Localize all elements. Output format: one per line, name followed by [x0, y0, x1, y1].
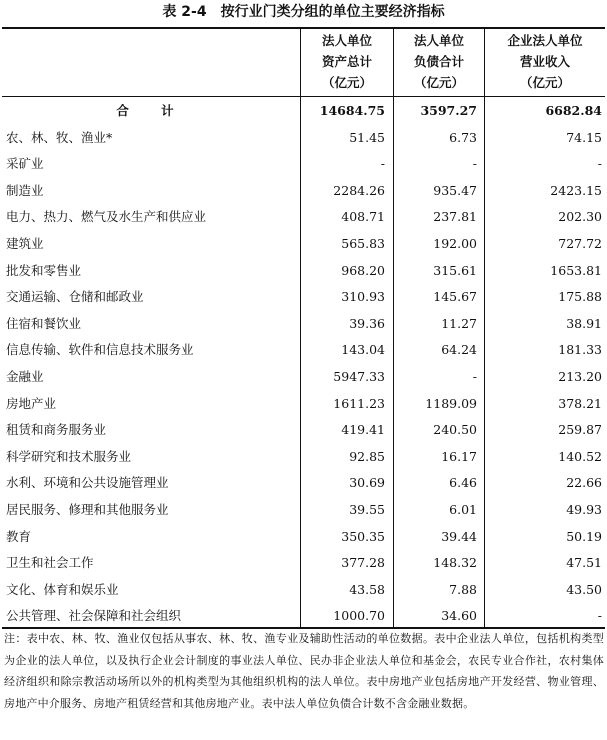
cell-assets: 2284.26 [333, 182, 385, 198]
table-row [2, 577, 605, 604]
cell-revenue: 2423.15 [550, 182, 602, 198]
cell-revenue: 47.51 [566, 555, 602, 571]
cell-assets: 43.58 [349, 581, 385, 597]
table-row [2, 151, 605, 178]
cell-liabilities: 64.24 [441, 342, 477, 358]
table-row [2, 231, 605, 258]
table-row [2, 178, 605, 205]
table-row [2, 337, 605, 364]
cell-assets: 968.20 [341, 262, 385, 278]
cell-revenue: 213.20 [558, 369, 602, 384]
cell-revenue: 378.21 [558, 395, 602, 411]
row-name: 水利、环境和公共设施管理业 [6, 475, 169, 491]
row-name: 教育 [6, 528, 32, 544]
cell-assets: 565.83 [341, 236, 385, 251]
cell-revenue: 50.19 [566, 528, 602, 544]
cell-revenue: - [597, 156, 602, 172]
table-row [2, 417, 605, 444]
row-name: 租赁和商务服务业 [6, 422, 107, 438]
table-row [2, 284, 605, 311]
cell-liabilities: 34.60 [441, 608, 477, 624]
cell-liabilities: 935.47 [433, 182, 477, 198]
row-name: 公共管理、社会保障和社会组织 [6, 608, 182, 624]
cell-liabilities: 1189.09 [425, 395, 477, 411]
cell-assets: 14684.75 [319, 103, 385, 118]
table-row [2, 497, 605, 524]
cell-assets: 51.45 [349, 129, 385, 145]
cell-revenue: 181.33 [558, 342, 602, 358]
cell-assets: 310.93 [341, 289, 385, 305]
table-footnote: 注：表中农、林、牧、渔业仅包括从事农、林、牧、渔专业及辅助性活动的单位数据。表中企业法人单位，包括机构类型为企业的法人单位，以及执行企业会计制度的事业法人单位、民办非企业法人单位和基金会，农民专业合作社，农村集体经济组织和除宗教活动场所以外的机构类型为其他组织机构的法人单位。表中房地产业包括房地产开发经营、物业管理、房地产中介服务、房地产租赁经营和其他房地产业。表中法人单位负债合计数不含金融业数据。 [4, 632, 604, 710]
cell-revenue: 175.88 [558, 289, 602, 305]
row-name: 文化、体育和娱乐业 [6, 581, 119, 597]
cell-liabilities: 11.27 [441, 315, 477, 331]
cell-revenue: - [597, 608, 602, 624]
row-name: 住宿和餐饮业 [6, 315, 82, 331]
cell-revenue: 727.72 [558, 236, 602, 251]
row-name: 居民服务、修理和其他服务业 [6, 502, 169, 517]
cell-liabilities: 3597.27 [420, 103, 477, 118]
cell-assets: 39.36 [349, 315, 385, 331]
cell-liabilities: - [472, 369, 477, 384]
cell-liabilities: 7.88 [449, 581, 477, 597]
cell-liabilities: 148.32 [433, 555, 477, 571]
cell-liabilities: 16.17 [441, 448, 477, 464]
cell-liabilities: 315.61 [433, 262, 477, 278]
cell-liabilities: 192.00 [433, 236, 477, 251]
row-name: 卫生和社会工作 [6, 555, 94, 571]
row-name: 电力、热力、燃气及水生产和供应业 [6, 209, 207, 225]
cell-revenue: 6682.84 [545, 103, 602, 118]
cell-liabilities: 6.01 [449, 502, 477, 517]
cell-liabilities: 39.44 [441, 528, 477, 544]
cell-revenue: 38.91 [566, 315, 602, 331]
table-row [2, 258, 605, 285]
row-name: 房地产业 [6, 395, 57, 411]
table-row [2, 524, 605, 551]
cell-assets: 92.85 [349, 448, 385, 464]
cell-revenue: 1653.81 [550, 262, 602, 278]
cell-assets: 30.69 [349, 475, 385, 491]
cell-assets: 377.28 [341, 555, 385, 571]
cell-revenue: 140.52 [558, 448, 602, 464]
cell-assets: 1611.23 [333, 395, 385, 411]
table-row [2, 125, 605, 152]
cell-revenue: 49.93 [566, 502, 602, 517]
cell-assets: 419.41 [341, 422, 385, 438]
cell-revenue: 43.50 [566, 581, 602, 597]
cell-liabilities: 6.46 [449, 475, 477, 491]
table-row [2, 204, 605, 231]
row-name: 合 计 [116, 103, 188, 118]
cell-assets: 408.71 [341, 209, 385, 225]
table-row [2, 311, 605, 338]
cell-assets: 5947.33 [333, 369, 385, 384]
cell-revenue: 202.30 [558, 209, 602, 225]
table-row [2, 391, 605, 418]
cell-revenue: 259.87 [558, 422, 602, 438]
table-row [2, 603, 605, 630]
cell-assets: 350.35 [341, 528, 385, 544]
cell-assets: 39.55 [349, 502, 385, 517]
table-row-total [2, 98, 605, 125]
row-name: 金融业 [6, 369, 44, 384]
table-row [2, 444, 605, 471]
row-name: 制造业 [6, 182, 44, 198]
column-header-assets: 法人单位 资产总计 （亿元） [321, 33, 372, 90]
cell-liabilities: 145.67 [433, 289, 477, 305]
cell-revenue: 22.66 [566, 475, 602, 491]
cell-assets: - [380, 156, 385, 172]
row-name: 信息传输、软件和信息技术服务业 [6, 342, 194, 358]
row-name: 采矿业 [6, 156, 44, 172]
row-name: 建筑业 [6, 236, 44, 251]
table-row [2, 550, 605, 577]
table-row [2, 470, 605, 497]
table-row [2, 364, 605, 391]
row-name: 科学研究和技术服务业 [6, 448, 132, 464]
table-title-text: 按行业门类分组的单位主要经济指标 [220, 4, 445, 20]
cell-revenue: 74.15 [566, 129, 602, 145]
cell-liabilities: 6.73 [449, 129, 477, 145]
cell-assets: 143.04 [341, 342, 385, 358]
table-top-rule [2, 27, 605, 29]
cell-assets: 1000.70 [333, 608, 385, 624]
cell-liabilities: - [472, 156, 477, 172]
table-title [0, 2, 607, 22]
column-header-revenue: 企业法人单位 营业收入 （亿元） [507, 33, 583, 90]
cell-liabilities: 237.81 [433, 209, 477, 225]
header-bottom-rule [2, 96, 605, 97]
table-number: 表 2-4 [162, 4, 207, 20]
cell-liabilities: 240.50 [433, 422, 477, 438]
row-name: 农、林、牧、渔业* [6, 129, 113, 145]
row-name: 批发和零售业 [6, 262, 82, 278]
row-name: 交通运输、仓储和邮政业 [6, 289, 144, 305]
column-header-liabilities: 法人单位 负债合计 （亿元） [413, 33, 464, 90]
